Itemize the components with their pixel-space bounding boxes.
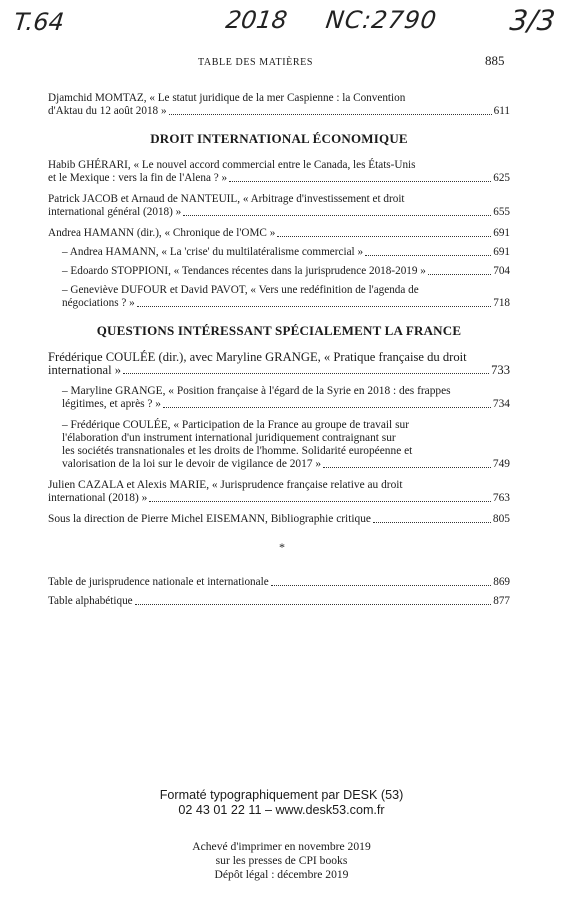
leader-dots <box>183 214 491 216</box>
typesetter-colophon <box>0 788 563 818</box>
section-france-entries <box>48 351 510 526</box>
entry-page: 763 <box>492 492 510 504</box>
entry-text-line: Andrea HAMANN (dir.), « Chronique de l'OMC » <box>48 227 276 239</box>
entry-text-line: Table de jurisprudence nationale et internationale <box>48 576 269 588</box>
entry-text-line: d'Aktau du 12 août 2018 » <box>48 105 167 117</box>
leader-dots <box>163 406 491 408</box>
toc-entry <box>48 227 510 240</box>
entry-text-line: négociations ? » <box>62 297 135 309</box>
entry-page: 691 <box>493 246 510 258</box>
entry-text-line: valorisation de la loi sur le devoir de vigilance de 2017 » <box>62 458 322 470</box>
handwritten-reference: T.64 <box>12 8 66 36</box>
leader-dots <box>365 254 491 256</box>
entry-text-line: international général (2018) » <box>48 206 182 218</box>
entry-text-line: – Edoardo STOPPIONI, « Tendances récentes dans la jurisprudence 2018-2019 » <box>62 265 426 277</box>
tables-list <box>48 576 510 614</box>
section-title-economique: DROIT INTERNATIONAL ÉCONOMIQUE <box>150 131 408 146</box>
running-title: TABLE DES MATIÈRES <box>198 57 313 68</box>
entry-text-line: – Andrea HAMANN, « La 'crise' du multilatéralisme commercial » <box>62 246 364 258</box>
toc-entry <box>48 595 510 608</box>
entry-page: 655 <box>493 206 510 218</box>
entry-text-line: – Maryline GRANGE, « Position française à l'égard de la Syrie en 2018 : des frappes <box>62 385 451 397</box>
toc-entry <box>48 576 510 589</box>
leader-dots <box>229 180 491 182</box>
leader-dots <box>271 584 492 586</box>
colophon-line: Formaté typographiquement par DESK (53) <box>159 788 404 802</box>
entry-text-line: – Geneviève DUFOUR et David PAVOT, « Vers une redéfinition de l'agenda de <box>62 284 419 296</box>
entry-page: 611 <box>493 105 510 117</box>
entry-page: 877 <box>493 595 510 607</box>
entry-text-line: Djamchid MOMTAZ, « Le statut juridique de la mer Caspienne : la Convention <box>48 92 406 104</box>
leader-dots <box>123 372 489 374</box>
separator-asterisk: * <box>279 540 285 554</box>
leader-dots <box>373 521 491 523</box>
leader-dots <box>169 113 492 115</box>
colophon-line: 02 43 01 22 11 – www.desk53.com.fr <box>178 803 385 817</box>
entry-text-line: Sous la direction de Pierre Michel EISEMANN, Bibliographie critique <box>48 513 371 525</box>
leader-dots <box>428 273 491 275</box>
leader-dots <box>137 305 492 307</box>
entry-text-line: l'élaboration d'un instrument international juridiquement contraignant sur <box>62 432 396 444</box>
leader-dots <box>135 603 492 605</box>
entry-page: 691 <box>493 227 510 239</box>
entry-page: 869 <box>493 576 510 588</box>
toc-subentry <box>48 246 510 259</box>
toc-entry <box>48 193 510 219</box>
leader-dots <box>277 235 491 237</box>
toc-entry <box>48 351 510 377</box>
entry-page: 749 <box>492 458 510 470</box>
entry-text-line: légitimes, et après ? » <box>62 398 162 410</box>
entry-text-line: Habib GHÉRARI, « Le nouvel accord commercial entre le Canada, les États-Unis <box>48 159 416 171</box>
entry-page: 704 <box>493 265 510 277</box>
colophon-line: Achevé d'imprimer en novembre 2019 <box>192 840 371 853</box>
toc-entry <box>48 479 510 505</box>
entry-page: 805 <box>492 513 510 525</box>
entry-text-line: les sociétés transnationales et les droits de l'homme. Solidarité européenne et <box>62 445 413 457</box>
leader-dots <box>149 500 491 502</box>
entry-text-line: Julien CAZALA et Alexis MARIE, « Jurisprudence française relative au droit <box>48 479 403 491</box>
entry-text-line: Frédérique COULÉE (dir.), avec Maryline GRANGE, « Pratique française du droit <box>48 350 467 364</box>
entry-page: 733 <box>491 363 510 377</box>
toc-subentry <box>48 265 510 278</box>
handwritten-part: 3/3 <box>508 4 557 37</box>
printer-colophon <box>0 840 563 882</box>
section-title-france: QUESTIONS INTÉRESSANT SPÉCIALEMENT LA FRANCE <box>96 323 462 338</box>
toc-entry <box>48 159 510 185</box>
entry-text-line: international » <box>48 363 122 377</box>
colophon-line: sur les presses de CPI books <box>215 854 348 867</box>
entry-page: 734 <box>492 398 510 410</box>
toc-subentry <box>48 419 510 471</box>
entry-text-line: – Frédérique COULÉE, « Participation de la France au groupe de travail sur <box>62 419 409 431</box>
toc-subentry <box>48 284 510 310</box>
handwritten-year: 2018 <box>224 6 290 34</box>
toc-subentry <box>48 385 510 411</box>
entry-text-line: Patrick JACOB et Arnaud de NANTEUIL, « Arbitrage d'investissement et droit <box>48 193 405 205</box>
colophon-line: Dépôt légal : décembre 2019 <box>214 868 349 881</box>
entry-page: 718 <box>493 297 510 309</box>
entry-text-line: international (2018) » <box>48 492 148 504</box>
leader-dots <box>323 466 491 468</box>
page-number: 885 <box>485 53 505 68</box>
entry-text-line: Table alphabétique <box>48 595 133 607</box>
entry-text-line: et le Mexique : vers la fin de l'Alena ? » <box>48 172 228 184</box>
entry-page: 625 <box>493 172 510 184</box>
handwritten-code: NC:2790 <box>324 6 439 34</box>
toc-entry <box>48 513 510 526</box>
toc-body <box>48 92 510 534</box>
toc-entry-momtaz <box>48 92 510 118</box>
